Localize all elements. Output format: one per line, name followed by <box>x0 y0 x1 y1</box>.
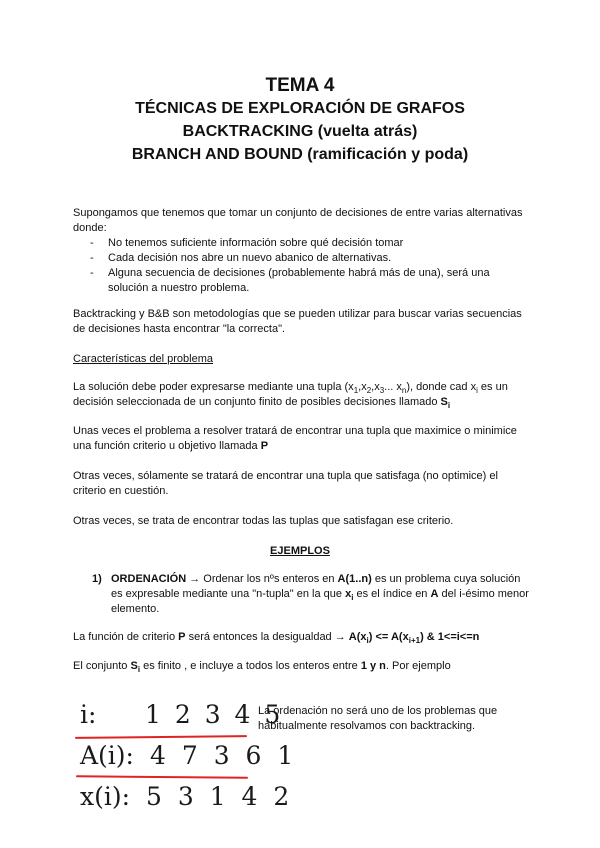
subtitle-branch-and-bound: BRANCH AND BOUND (ramificación y poda) <box>131 146 469 163</box>
bullet-text: Alguna secuencia de decisiones (probablemente habrá más de una), será una solución a nuestro problema. <box>108 267 490 294</box>
red-underline <box>76 775 248 779</box>
characteristics-heading: Características del problema <box>73 353 214 365</box>
handwritten-a-label: A(i): <box>80 741 134 770</box>
list-item: - Alguna secuencia de decisiones (probablemente habrá más de una), será una solución a nuestro problema. <box>90 267 490 294</box>
methods-paragraph: Backtracking y B&B son metodologías que se pueden utilizar para buscar varias secuencias de decisiones hasta encontrar "la correcta". <box>73 308 522 335</box>
subtitle-backtracking: BACKTRACKING (vuelta atrás) <box>182 123 418 140</box>
handwritten-i-label: i: <box>80 700 97 729</box>
all-tuples-paragraph: Otras veces, se trata de encontrar todas las tuplas que satisfagan ese criterio. <box>73 515 454 527</box>
list-item: - No tenemos suficiente información sobre qué decisión tomar <box>90 237 404 249</box>
item-number: 1) <box>92 573 102 585</box>
criterion-function-paragraph: Unas veces el problema a resolver tratará de encontrar una tupla que maximice o minimice una función criterio u objetivo llamada P <box>73 425 517 452</box>
list-item: - Cada decisión nos abre un nuevo abanico de alternativas. <box>90 252 392 264</box>
handwritten-x-values: 5 3 1 4 2 <box>146 782 294 811</box>
red-underline <box>75 735 247 739</box>
finite-set-line: El conjunto $S_i$ es finito , e incluye a todos los enteros entre 1 y n. Por ejemplo <box>73 660 451 675</box>
intro-bullet-list <box>90 236 530 296</box>
handwritten-i-values: 1 2 3 4 5 <box>145 700 284 729</box>
sorting-note: La ordenación no será uno de los problemas que habitualmente resolvamos con backtracking. <box>258 705 498 732</box>
intro-paragraph: Supongamos que tenemos que tomar un conjunto de decisiones de entre varias alternativas donde: <box>73 207 523 234</box>
examples-heading: EJEMPLOS <box>270 545 330 557</box>
solution-tuple-paragraph: La solución debe poder expresarse mediante una tupla ($x_1,x_2,x_3$... $x_n$), donde cad $x_i$ es un decisión seleccionada de un conjunto finito de posibles decisiones llamado $S_i$ <box>73 381 508 411</box>
bullet-text: Cada decisión nos abre un nuevo abanico de alternativas. <box>108 252 392 264</box>
item-text: ORDENACIÓN → Ordenar los nºs enteros en A(1..n) es un problema cuya solución es expresable mediante una "n-tupla" en la que $x_i$ es el índice en A del i-ésimo menor elemento. <box>111 573 529 615</box>
satisfy-paragraph: Otras veces, sólamente se tratará de encontrar una tupla que satisfaga (no optimice) el criterio en cuestión. <box>73 470 498 497</box>
handwritten-a-values: 4 7 3 6 1 <box>150 741 298 770</box>
subtitle-graph-exploration: TÉCNICAS DE EXPLORACIÓN DE GRAFOS <box>135 100 465 117</box>
bullet-text: No tenemos suficiente información sobre qué decisión tomar <box>108 237 404 249</box>
criterion-inequality-line: La función de criterio P será entonces la desigualdad → $A(x_i) <= A(x_{i+1})$ & 1<=i<=n <box>73 631 480 646</box>
page-title: TEMA 4 <box>265 75 335 96</box>
handwritten-x-label: x(i): <box>80 782 131 811</box>
